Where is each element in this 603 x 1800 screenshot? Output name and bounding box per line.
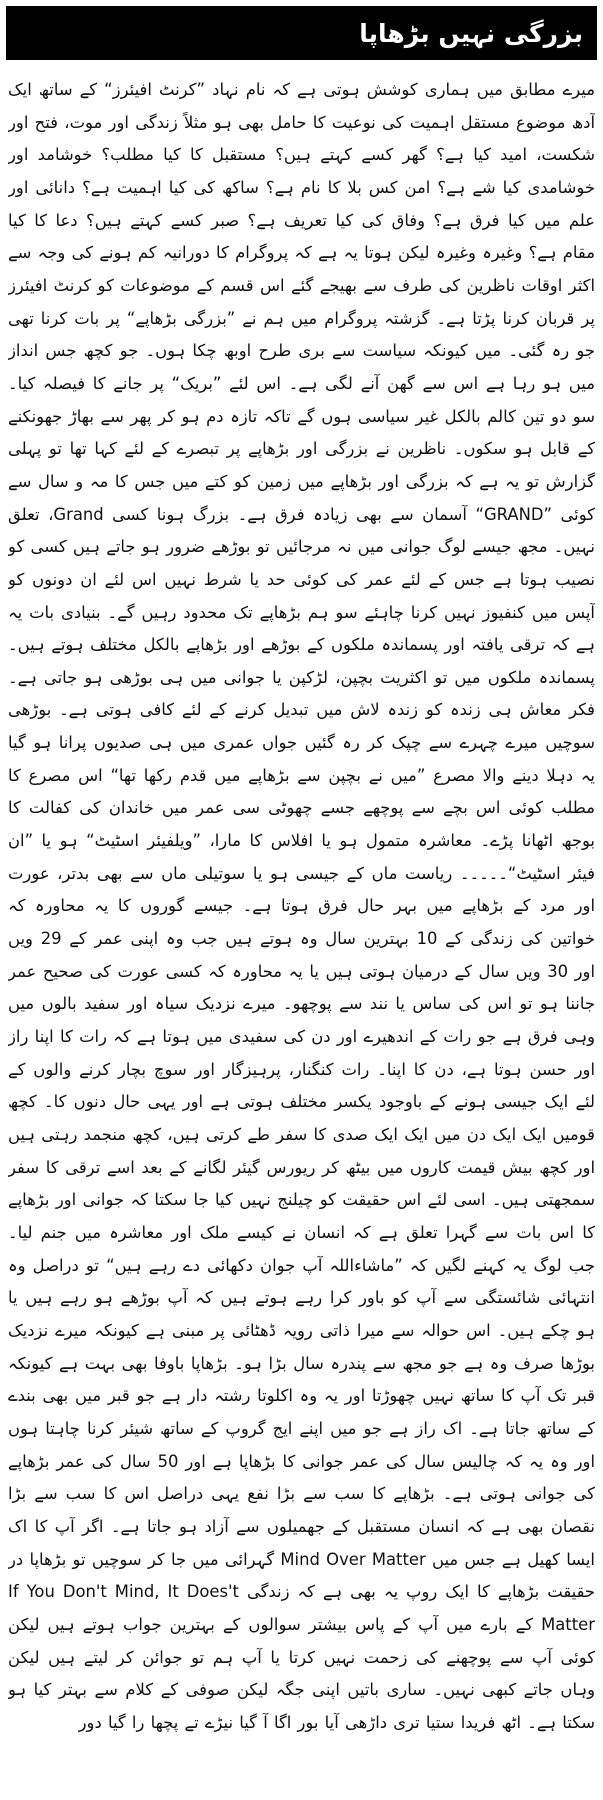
title-banner <box>6 6 597 60</box>
article-title: بزرگی نہیں بڑھاپا <box>359 18 583 48</box>
article-column <box>8 74 595 1790</box>
article-body: میرے مطابق میں ہماری کوشش ہوتی ہے کہ نام نہاد ”کرنٹ افیئرز“ کے ساتھ ایک آدھ موضوع مستقل اہمیت کی نوعیت کا حامل بھی ہو مثلاً زندگی اور موت، فتح اور شکست، امید کیا ہے؟ گھر کسے کہتے ہیں؟ مستقبل کا کیا مطلب؟ خوشامد اور خوشامدی کیا شے ہے؟ امن کس بلا کا نام ہے؟ ساکھ کی کیا اہمیت ہے؟ دانائی اور علم میں کیا فرق ہے؟ وفاق کی کیا تعریف ہے؟ صبر کسے کہتے ہیں؟ دعا کا کیا مقام ہے؟ وغیرہ وغیرہ لیکن ہوتا یہ ہے کہ پروگرام کا دورانیہ کم ہونے کی وجہ سے اکثر اوقات ناظرین کی طرف سے بھیجے گئے اس قسم کے موضوعات کو کرنٹ افیئرز پر قربان کرنا پڑتا ہے۔ گزشتہ پروگرام میں ہم نے ”بزرگی بڑھاپے“ پر بات کرنا تھی جو رہ گئی۔ میں کیونکہ سیاست سے بری طرح اوبھ چکا ہوں۔ جو کچھ جس انداز میں ہو رہا ہے اس سے گھن آنے لگی ہے۔ اس لئے ”بریک“ پر جانے کا فیصلہ کیا۔ سو دو تین کالم بالکل غیر سیاسی ہوں گے تاکہ تازہ دم ہو کر پھر سے بھاڑ جھونکنے کے قابل ہو سکوں۔ ناظرین نے بزرگی اور بڑھاپے پر تبصرے کے لئے کہا تھا تو پہلی گزارش تو یہ ہے کہ بزرگی اور بڑھاپے میں زمین کو کتے میں جس کا مہ و سال سے کوئی ”GRAND“ آسمان سے بھی زیادہ فرق ہے۔ بزرگ ہونا کسی Grand، تعلق نہیں۔ مجھ جیسے لوگ جوانی میں نہ مرجائیں تو بوڑھے ضرور ہو جاتے ہیں کسی کو نصیب ہوتا ہے جس کے لئے عمر کی کوئی حد یا شرط نہیں اس لئے ان دونوں کو آپس میں کنفیوز نہیں کرنا چاہئے سو ہم بڑھاپے تک محدود رہیں گے۔ بنیادی بات یہ ہے کہ ترقی یافتہ اور پسماندہ ملکوں کے بوڑھے اور بڑھاپے بالکل مختلف ہوتے ہیں۔ پسماندہ ملکوں میں تو اکثریت بچپن، لڑکپن یا جوانی میں ہی بوڑھی ہو جاتی ہے۔ فکر معاش ہی زندہ کو زندہ لاش میں تبدیل کرنے کے لئے کافی ہوتی ہے۔ بوڑھی سوچیں میرے چہرے سے چپک کر رہ گئیں جواں عمری میں ہی صدیوں پرانا ہو گیا یہ دہلا دینے والا مصرع ”میں نے بچپن سے بڑھاپے میں قدم رکھا تھا“ اس مصرع کا مطلب کوئی اس بچے سے پوچھے جسے چھوٹی سی عمر میں خاندان کی کفالت کا بوجھ اٹھانا پڑے۔ معاشرہ متمول ہو یا افلاس کا مارا، ”ویلفیئر اسٹیٹ“ ہو یا ”ان فیئر اسٹیٹ“۔۔۔۔۔ ریاست ماں کے جیسی ہو یا سوتیلی ماں سے بھی بدتر، عورت اور مرد کے بڑھاپے میں بہر حال فرق ہوتا ہے۔ جیسے گوروں کا یہ محاورہ کہ خواتین کی زندگی کے 10 بہترین سال وہ ہوتے ہیں جب وہ اپنی عمر کے 29 ویں اور 30 ویں سال کے درمیان ہوتی ہیں یا یہ محاورہ کہ کسی عورت کی صحیح عمر جاننا ہو تو اس کی ساس یا نند سے پوچھو۔ میرے نزدیک سیاہ اور سفید بالوں میں وہی فرق ہے جو رات کے اندھیرے اور دن کی سفیدی میں ہوتا ہے کہ رات کا اپنا راز اور حسن ہوتا ہے، دن کا اپنا۔ رات کنگنار، پرہیزگار اور سوچ بچار کرنے والوں کے لئے ایک جیسی ہونے کے باوجود یکسر مختلف ہوتی ہے اور یہی حال دنوں کا۔ کچھ قومیں ایک ایک دن میں ایک ایک صدی کا سفر طے کرتی ہیں، کچھ منجمد رہتی ہیں اور کچھ بیش قیمت کاروں میں بیٹھ کر ریورس گیئر لگانے کے بعد اسے ترقی کا سفر سمجھتی ہیں۔ اسی لئے اس حقیقت کو چیلنج نہیں کیا جا سکتا کہ جوانی اور بڑھاپے کا اس بات سے گہرا تعلق ہے کہ انسان نے کیسے ملک اور معاشرہ میں جنم لیا۔ جب لوگ یہ کہنے لگیں کہ ”ماشاءاللہ آپ جوان دکھائی دے رہے ہیں“ تو دراصل وہ انتہائی شائستگی سے آپ کو باور کرا رہے ہوتے ہیں کہ آپ بوڑھے ہو رہے ہیں یا ہو چکے ہیں۔ اس حوالہ سے میرا ذاتی رویہ ڈھٹائی پر مبنی ہے کیونکہ میرے نزدیک بوڑھا صرف وہ ہے جو مجھ سے پندرہ سال بڑا ہو۔ بڑھاپا باوفا بھی بہت ہے کیونکہ قبر تک آپ کا ساتھ نہیں چھوڑتا اور یہ وہ اکلوتا رشتہ دار ہے جو قبر میں بھی بندے کے ساتھ جاتا ہے۔ اک راز ہے جو میں اپنے ایج گروپ کے ساتھ شیئر کرنا چاہتا ہوں اور وہ یہ کہ چالیس سال کی عمر جوانی کا بڑھاپا ہے اور 50 سال کی عمر بڑھاپے کی جوانی ہوتی ہے۔ بڑھاپے کا سب سے بڑا نفع یہی دراصل اس کا سب سے بڑا نقصان بھی ہے کہ انسان مستقبل کے جھمیلوں سے آزاد ہو جاتا ہے۔ اگر آپ کا اک ایسا کھیل ہے جس میں Mind Over Matter گہرائی میں جا کر سوچیں تو بڑھاپا در حقیقت بڑھاپے کا ایک روپ یہ بھی ہے کہ زندگی If You Don't Mind, It Does't Matter کے بارے میں آپ کے پاس بیشتر سوالوں کے بہترین جواب ہوتے ہیں لیکن کوئی آپ سے پوچھنے کی زحمت نہیں کرتا یا آپ ہم تو جوائن کر لیتے ہیں لیکن وہاں جاتے کبھی نہیں۔ ساری باتیں اپنی جگہ لیکن صوفی کے کلام سے بہتر کیا ہو سکتا ہے۔ اٹھ فریدا ستیا تری داڑھی آیا بور اگا آ گیا نیڑے تے پچھا را گیا دور <box>8 80 595 1732</box>
